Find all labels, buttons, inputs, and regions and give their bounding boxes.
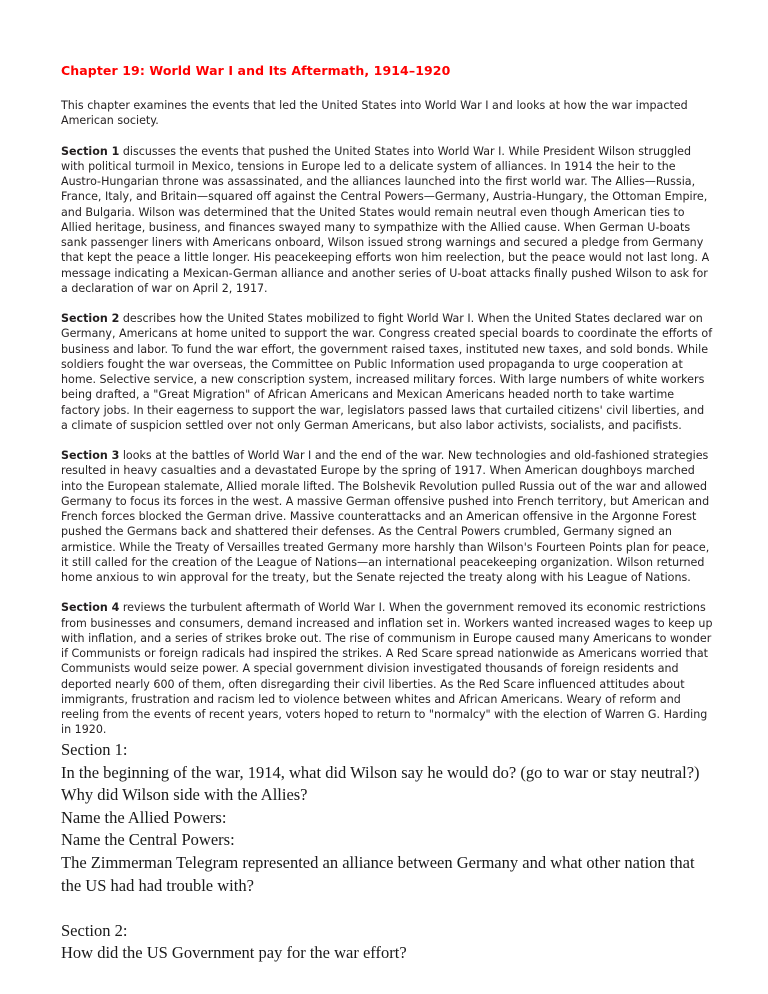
worksheet-section-2-heading: Section 2: bbox=[61, 920, 128, 940]
worksheet-questions bbox=[61, 739, 721, 965]
section-2-text: describes how the United States mobilized to fight World War I. When the United States declared war on Germany, Americans at home united to support the war. Congress created special boards to coordinate the efforts of business and labor. To fund the war effort, the government raised taxes, instituted new taxes, and sold bonds. While soldiers fought the war overseas, the Committee on Public Information used propaganda to urge cooperation at home. Selective service, a new conscription system, increased military forces. With large numbers of white workers being drafted, a "Great Migration" of African Americans and Mexican Americans headed north to take wartime factory jobs. In their eagerness to support the war, legislators passed laws that curtailed citizens' civil liberties, and a climate of suspicion settled over not only German Americans, but also labor activists, socialists, and pacifists. bbox=[61, 312, 713, 432]
section-3-text: looks at the battles of World War I and the end of the war. New technologies and old-fashioned strategies resulted in heavy casualties and a devastated Europe by the spring of 1917. When American doughboys marched into the European stalemate, Allied morale lifted. The Bolshevik Revolution pulled Russia out of the war and allowed Germany to focus its forces in the west. A massive German offensive pushed into French territory, but American and French forces blocked the German drive. Massive counterattacks and an American offensive in the Argonne Forest pushed the Germans back and shattered their defenses. As the Central Powers crumbled, Germany signed an armistice. While the Treaty of Versailles treated Germany more harshly than Wilson's Fourteen Points plan for peace, it still called for the creation of the League of Nations—an international peacekeeping organization. Wilson returned home anxious to win approval for the treaty, but the Senate rejected the treaty along with his League of Nations. bbox=[61, 449, 710, 584]
document-content bbox=[61, 63, 713, 738]
intro-paragraph: This chapter examines the events that led the United States into World War I and looks at how the war impacted American society. bbox=[61, 99, 688, 128]
section-4-text: reviews the turbulent aftermath of World War I. When the government removed its economic restrictions from businesses and consumers, demand increased and inflation set in. Workers wanted increased wages to keep up with inflation, and a series of strikes broke out. The rise of communism in Europe caused many Americans to wonder if Communists or foreign radicals had inspired the strikes. A Red Scare spread nationwide as Americans worried that Communists would seize power. A special government division investigated thousands of foreign residents and deported nearly 600 of them, often disregarding their civil liberties. As the Red Scare influenced attitudes about immigrants, frustration and racism led to violence between whites and African Americans. Weary of reform and reeling from the events of recent years, voters hoped to return to "normalcy" with the election of Warren G. Harding in 1920. bbox=[61, 601, 713, 737]
worksheet-question-6: How did the US Government pay for the war effort? bbox=[61, 943, 407, 963]
worksheet-question-3: Name the Allied Powers: bbox=[61, 807, 227, 827]
worksheet-question-5: The Zimmerman Telegram represented an alliance between Germany and what other nation that the US had had trouble with? bbox=[61, 852, 695, 895]
chapter-summary bbox=[61, 98, 713, 738]
section-1-label: Section 1 bbox=[61, 144, 120, 158]
page-title: Chapter 19: World War I and Its Aftermath, 1914–1920 bbox=[61, 63, 451, 78]
worksheet-section-1-heading: Section 1: bbox=[61, 740, 128, 759]
section-2-label: Section 2 bbox=[61, 312, 120, 325]
worksheet-question-1: In the beginning of the war, 1914, what did Wilson say he would do? (go to war or stay neutral?) bbox=[61, 762, 700, 782]
section-3-label: Section 3 bbox=[61, 449, 120, 462]
section-3-paragraph bbox=[61, 448, 713, 585]
section-1-text: discusses the events that pushed the United States into World War I. While President Wilson struggled with political turmoil in Mexico, tensions in Europe led to a delicate system of alliances. In 1914 the heir to the Austro-Hungarian throne was assassinated, and the alliances launched into the first world war. The Allies—Russia, France, Italy, and Britain—squared off against the Central Powers—Germany, Austria-Hungary, the Ottoman Empire, and Bulgaria. Wilson was determined that the United States would remain neutral even though American ties to Allied heritage, business, and finances swayed many to sympathize with the Allied cause. When German U-boats sank passenger liners with Americans onboard, Wilson issued strong warnings and secured a pledge from Germany that kept the peace a little longer. His peacekeeping efforts won him reelection, but the peace would not last long. A message indicating a Mexican-German alliance and another series of U-boat attacks finally pushed Wilson to ask for a declaration of war on April 2, 1917. bbox=[61, 144, 710, 295]
section-2-paragraph bbox=[61, 311, 713, 433]
section-1-paragraph bbox=[61, 144, 713, 297]
section-4-label: Section 4 bbox=[61, 601, 120, 615]
worksheet-question-4: Name the Central Powers: bbox=[61, 830, 235, 850]
worksheet-question-2: Why did Wilson side with the Allies? bbox=[61, 785, 308, 805]
section-4-paragraph bbox=[61, 600, 713, 737]
worksheet-spacer bbox=[61, 897, 721, 920]
